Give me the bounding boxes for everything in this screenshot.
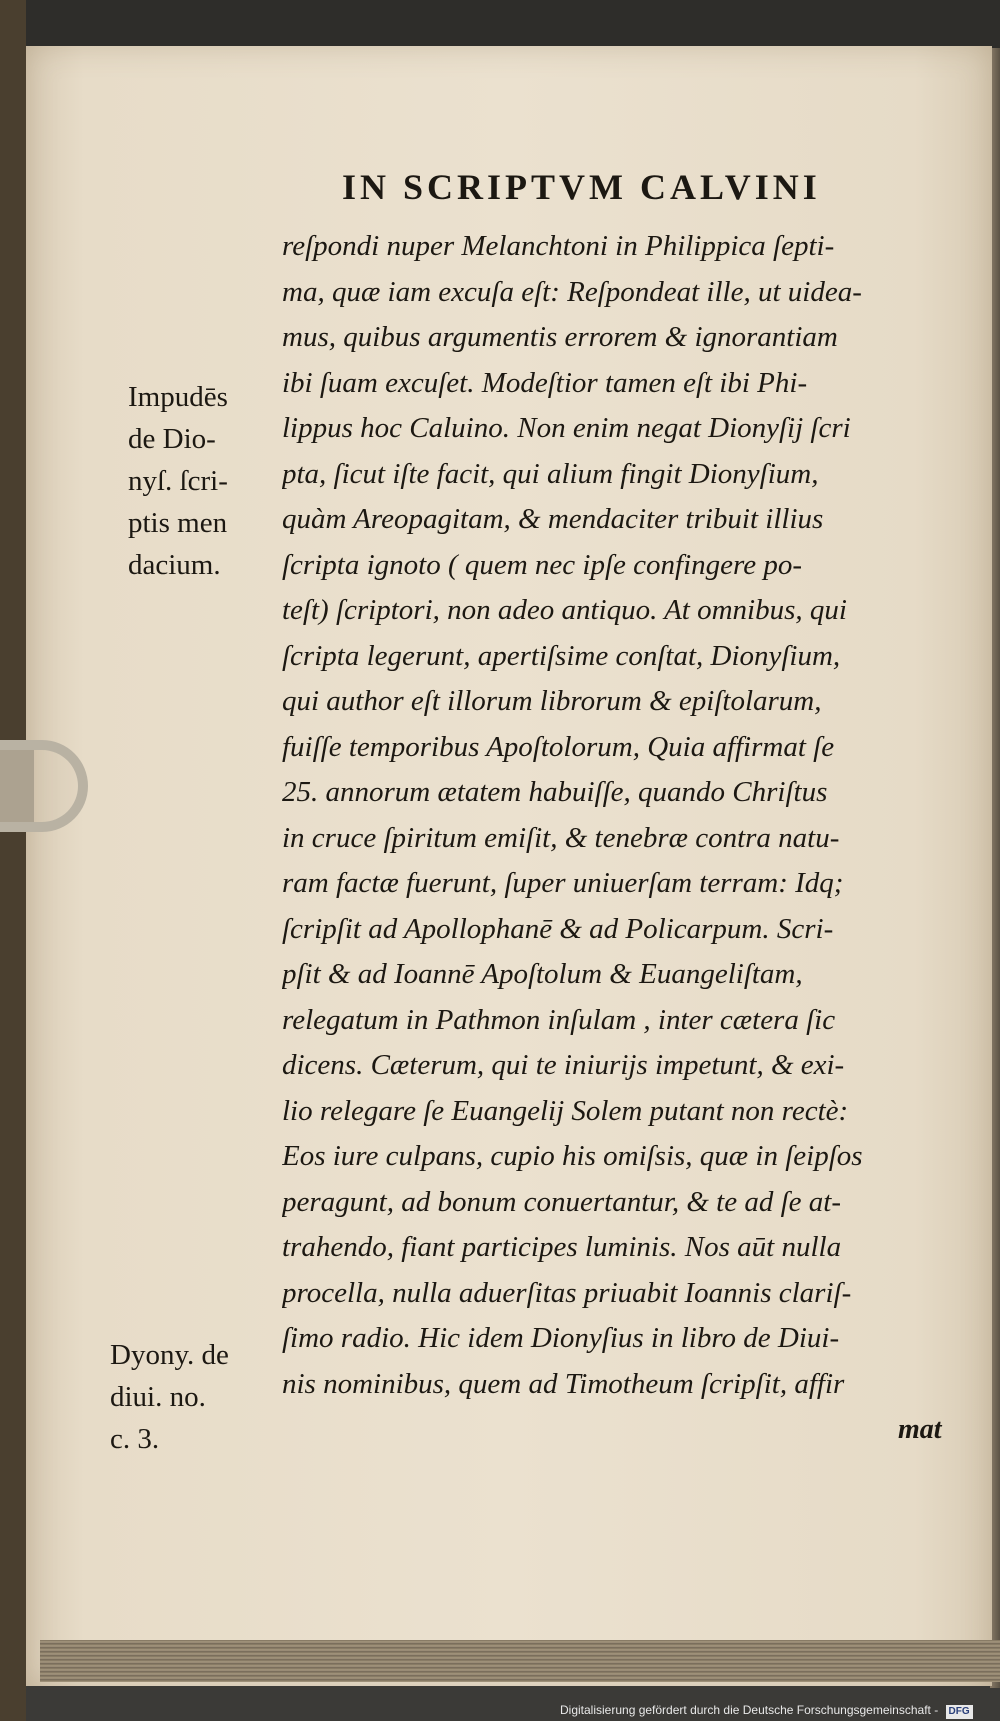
running-head: IN SCRIPTVM CALVINI xyxy=(342,167,821,207)
text-line: trahendo, fiant participes luminis. Nos aūt nulla xyxy=(282,1231,842,1263)
marginal-note-line: dacium. xyxy=(128,549,221,581)
text-line: dicens. Cæterum, qui te iniurijs impetunt, & exi- xyxy=(282,1049,845,1081)
text-line: reſpondi nuper Melanchtoni in Philippica ſepti- xyxy=(282,230,835,262)
catchword: mat xyxy=(898,1414,942,1445)
text-line: 25. annorum ætatem habuiſſe, quando Chriſtus xyxy=(282,776,828,808)
dfg-logo-icon: DFG xyxy=(946,1705,973,1719)
page-sheet xyxy=(26,46,992,1686)
text-line: nis nominibus, quem ad Timotheum ſcripſit, affir xyxy=(282,1367,845,1400)
text-line: mus, quibus argumentis errorem & ignorantiam xyxy=(282,321,838,353)
credit-text: Digitalisierung gefördert durch die Deutsche Forschungsgemeinschaft - xyxy=(560,1703,939,1717)
text-line: lio relegare ſe Euangelij Solem putant non rectè: xyxy=(282,1094,849,1127)
text-line: ſcripſit ad Apollophanē & ad Policarpum. Scri- xyxy=(282,912,834,945)
marginal-note-line: Dyony. de xyxy=(110,1339,229,1371)
text-line: ibi ſuam excuſet. Modeſtior tamen eſt ibi Phi- xyxy=(282,366,808,399)
marginal-note-line: Impudēs xyxy=(128,381,228,413)
page-stack-edge xyxy=(40,1640,1000,1682)
text-line: ſcripta legerunt, apertiſsime conſtat, Dionyſium, xyxy=(282,639,841,672)
clip-icon xyxy=(0,740,88,832)
digitization-credit xyxy=(560,1700,973,1720)
text-line: lippus hoc Caluino. Non enim negat Dionyſij ſcri xyxy=(282,412,851,444)
text-line: ſimo radio. Hic idem Dionyſius in libro de Diui- xyxy=(282,1322,840,1354)
text-line: Eos iure culpans, cupio his omiſsis, quæ in ſeipſos xyxy=(282,1140,863,1172)
book-page xyxy=(26,46,992,1686)
text-line: pta, ſicut iſte facit, qui alium fingit Dionyſium, xyxy=(282,457,819,490)
text-line: fuiſſe temporibus Apoſtolorum, Quia affirmat ſe xyxy=(282,730,835,763)
marginal-note-line: nyſ. ſcri- xyxy=(128,465,228,497)
text-line: ma, quæ iam excuſa eſt: Reſpondeat ille, ut uidea- xyxy=(282,275,862,308)
main-text-block xyxy=(282,224,988,1407)
text-line: in cruce ſpiritum emiſit, & tenebræ contra natu- xyxy=(282,821,840,854)
text-line: pſit & ad Ioannē Apoſtolum & Euangeliſtam, xyxy=(282,958,803,990)
text-line: procella, nulla aduerſitas priuabit Ioannis clariſ- xyxy=(282,1276,852,1309)
marginal-note-impudens xyxy=(128,376,228,586)
text-line: relegatum in Pathmon inſulam , inter cætera ſic xyxy=(282,1003,836,1036)
scan-background-left xyxy=(0,0,26,1721)
text-line: teſt) ſcriptori, non adeo antiquo. At omnibus, qui xyxy=(282,594,847,626)
text-line: peragunt, ad bonum conuertantur, & te ad ſe at- xyxy=(282,1185,842,1218)
text-line: quàm Areopagitam, & mendaciter tribuit illius xyxy=(282,503,824,535)
text-line: ram factæ fuerunt, ſuper uniuerſam terram: Idq; xyxy=(282,867,844,899)
marginal-note-line: de Dio- xyxy=(128,423,216,455)
marginal-note-line: diui. no. xyxy=(110,1381,206,1413)
marginal-note-line: c. 3. xyxy=(110,1423,160,1455)
text-line: ſcripta ignoto ( quem nec ipſe confingere po- xyxy=(282,548,802,581)
scan-background-top xyxy=(0,0,1000,48)
marginal-note-dionysius-reference xyxy=(110,1334,229,1460)
marginal-note-line: ptis men xyxy=(128,507,228,539)
text-line: qui author eſt illorum librorum & epiſtolarum, xyxy=(282,685,822,717)
